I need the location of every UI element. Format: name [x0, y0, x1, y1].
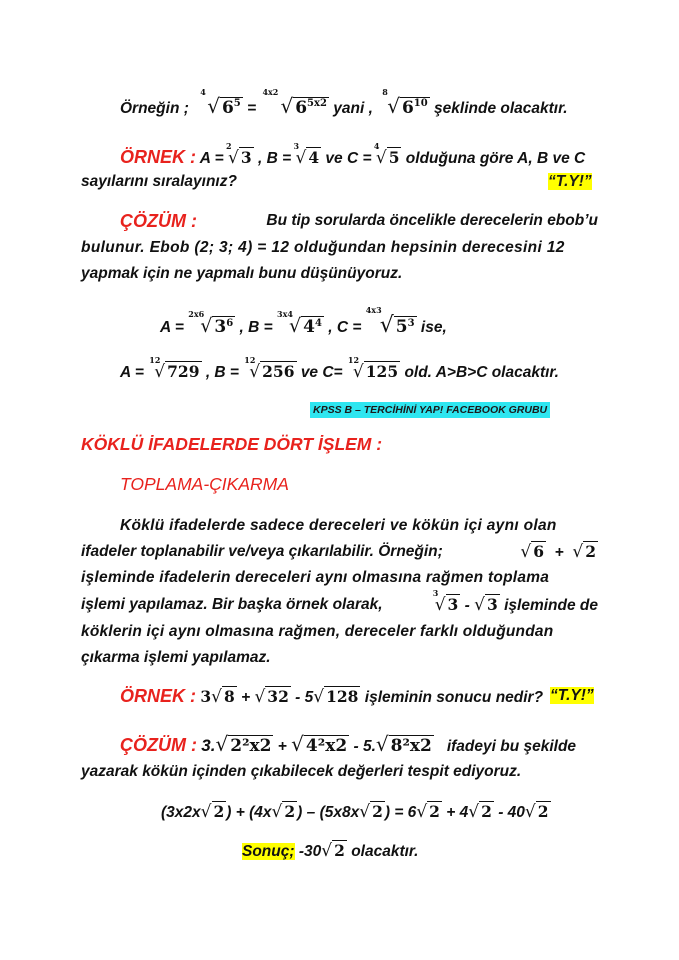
radical-c: 4 √ 5 [373, 141, 400, 168]
solution-1-line2: bulunur. Ebob (2; 3; 4) = 12 olduğundan hepsinin derecesini 12 [81, 239, 565, 256]
radical-32: √ 32 [254, 687, 289, 707]
paragraph-line-1: Köklü ifadelerde sadece dereceleri ve kökün içi aynı olan [120, 517, 557, 534]
radical-b: 3 √ 4 [293, 141, 320, 168]
solution-label: ÇÖZÜM : [120, 211, 197, 231]
radical-4sq-x2: √ 4²x2 [291, 732, 348, 756]
radical-8sq-x2: √ 8²x2 [375, 732, 432, 756]
radical-125: 12 √ 125 [347, 355, 399, 382]
radical-sqrt-3: √ 3 [474, 595, 498, 615]
radical-2: √ 2 [524, 802, 549, 822]
subsection-heading: TOPLAMA-ÇIKARMA [120, 474, 289, 494]
result-line: Sonuç; -30√ 2 olacaktır. [242, 841, 419, 861]
radical-4th-6-pow-5: 4 √ $6^5$ [200, 87, 241, 118]
paragraph-line-6: çıkarma işlemi yapılamaz. [81, 649, 271, 666]
radical-a: 2 √ 3 [226, 141, 252, 168]
radical-2: √ 2 [468, 802, 492, 822]
solution-1-line3: yapmak için ne yapmalı bunu düşünüyoruz. [81, 265, 403, 282]
radical-2: √ 2 [572, 542, 596, 562]
radical-cube-3: 3 √ 3 [432, 588, 459, 615]
paragraph-line-3: işleminde ifadelerin dereceleri aynı olmasına rağmen toplama [81, 569, 550, 586]
example-1-question: sayılarını sıralayınız? [81, 173, 237, 190]
paragraph-line-4: işlemi yapılamaz. Bir başka örnek olarak, 3 √ 3 - √ 3 işleminde de [81, 588, 598, 615]
radical-2: √ 2 [271, 802, 296, 822]
example-label: ÖRNEK : [120, 147, 196, 167]
section-heading: KÖKLÜ İFADELERDE DÖRT İŞLEM : [81, 434, 383, 454]
result-label: Sonuç; [242, 843, 295, 860]
solution-1-line1: ÇÖZÜM : Bu tip sorularda öncelikle derecelerin ebob’u [120, 211, 598, 231]
paragraph-line-2: ifadeler toplanabilir ve/veya çıkarılabilir. Örneğin; √ 6 + √ 2 [81, 542, 596, 562]
radical-2: √ 2 [416, 802, 440, 822]
radical-c-12: 4x3 √ $5^3$ [365, 305, 415, 338]
radical-8: √ 8 [211, 687, 235, 707]
radical-6: √ 6 [520, 542, 545, 562]
example-intro-line: Örneğin ; 4 √ $6^5$ = 4x2 √ $6^{5x2}$ yani , 8 √ $6^{10}$ şeklinde olacaktır. [120, 87, 568, 118]
radical-8th-6-pow-10: 8 √ $6^{10}$ [382, 87, 428, 118]
radical-2sq-x2: √ 2²x2 [215, 732, 272, 756]
radical-128: √ 128 [313, 687, 359, 707]
paragraph-line-5: köklerin içi aynı olmasına rağmen, dereceler farklı olduğundan [81, 623, 554, 640]
radical-2: √ 2 [321, 841, 345, 861]
radical-2: √ 2 [359, 802, 383, 822]
example-1-line: ÖRNEK : A = 2 √ 3 , B = 3 √ 4 ve C = 4 √ 5 olduğuna göre A, B ve C [120, 141, 586, 168]
equation-2: A = 12 √ 729 , B = 12 √ 256 ve C= 12 √ 125 old. A>B>C olacaktır. [120, 355, 559, 382]
intro-text: Örneğin ; [120, 100, 189, 117]
radical-4x2-6-pow-5x2: 4x2 √ $6^{5x2}$ [262, 87, 327, 118]
radical-2: √ 2 [200, 802, 225, 822]
ty-tag: “T.Y!” [548, 173, 592, 190]
example-label: ÖRNEK : [120, 686, 196, 706]
group-banner: KPSS B – TERCİHİNİ YAP! FACEBOOK GRUBU [310, 399, 550, 420]
radical-256: 12 √ 256 [244, 355, 295, 382]
radical-b-12: 3x4 √ $4^4$ [277, 309, 322, 337]
solution-2-line2: yazarak kökün içinden çıkabilecek değerleri tespit ediyoruz. [81, 763, 522, 780]
equation-3: (3x2x√ 2 ) + (4x√ 2 ) – (5x8x√ 2 ) = 6√ 2 + 4√ 2 - 40√ 2 [161, 802, 549, 822]
radical-a-12: 2x6 √ $3^6$ [188, 309, 234, 337]
solution-2-line1: ÇÖZÜM : 3.√ 2²x2 + √ 4²x2 - 5.√ 8²x2 ifadeyi bu şekilde [120, 732, 577, 756]
equation-1: A = 2x6 √ $3^6$ , B = 3x4 √ $4^4$ , C = 4x3 √ $5^3$ ise, [160, 305, 447, 338]
radical-729: 12 √ 729 [149, 355, 200, 382]
solution-label: ÇÖZÜM : [120, 735, 197, 755]
example-2-line: ÖRNEK : 3√ 8 + √ 32 - 5√ 128 işleminin sonucu nedir? [120, 686, 544, 707]
ty-tag-2: “T.Y!” [550, 687, 594, 704]
